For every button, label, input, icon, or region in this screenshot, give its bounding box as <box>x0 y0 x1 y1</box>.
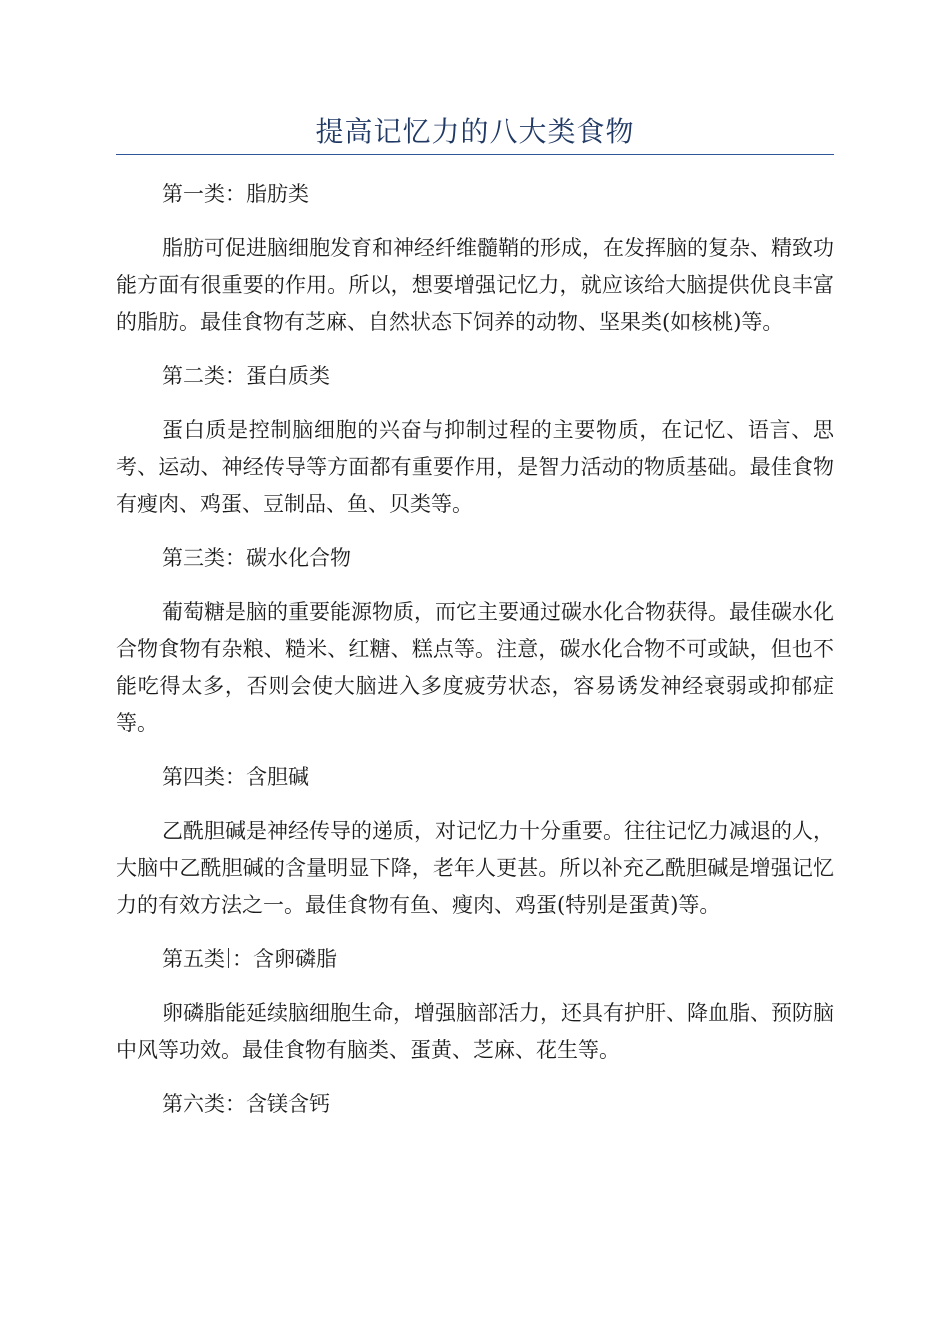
section-heading-5-part-2: ：含卵磷脂 <box>232 947 337 971</box>
section-heading-4: 第四类：含胆碱 <box>162 765 309 789</box>
section-body-3: 葡萄糖是脑的重要能源物质，而它主要通过碳水化合物获得。最佳碳水化合物食物有杂粮、糙米、红糖、糕点等。注意，碳水化合物不可或缺，但也不能吃得太多，否则会使大脑进入多度疲劳状态，容易诱发神经衰弱或抑郁症等。 <box>116 600 834 735</box>
text-cursor <box>228 948 229 968</box>
section-body-5: 卵磷脂能延续脑细胞生命，增强脑部活力，还具有护肝、降血脂、预防脑中风等功效。最佳食物有脑类、蛋黄、芝麻、花生等。 <box>116 1001 834 1062</box>
section-body-2: 蛋白质是控制脑细胞的兴奋与抑制过程的主要物质，在记忆、语言、思考、运动、神经传导等方面都有重要作用，是智力活动的物质基础。最佳食物有瘦肉、鸡蛋、豆制品、鱼、贝类等。 <box>116 418 834 516</box>
section-body-4: 乙酰胆碱是神经传导的递质，对记忆力十分重要。往往记忆力减退的人，大脑中乙酰胆碱的含量明显下降，老年人更甚。所以补充乙酰胆碱是增强记忆力的有效方法之一。最佳食物有鱼、瘦肉、鸡蛋(特别是蛋黄)等。 <box>116 819 834 917</box>
section-heading-5 <box>116 941 834 995</box>
title-underline <box>116 154 834 155</box>
section-heading-3: 第三类：碳水化合物 <box>162 546 351 570</box>
section-heading-5-part-1: 第五类 <box>162 947 225 971</box>
document-title: 提高记忆力的八大类食物 <box>315 115 635 148</box>
section-heading-6: 第六类：含镁含钙 <box>162 1092 330 1116</box>
document-body <box>116 176 834 1140</box>
section-body-1: 脂肪可促进脑细胞发育和神经纤维髓鞘的形成，在发挥脑的复杂、精致功能方面有很重要的作用。所以，想要增强记忆力，就应该给大脑提供优良丰富的脂肪。最佳食物有芝麻、自然状态下饲养的动物、坚果类(如核桃)等。 <box>116 236 834 334</box>
section-heading-1: 第一类：脂肪类 <box>162 182 309 206</box>
section-heading-2: 第二类：蛋白质类 <box>162 364 330 388</box>
